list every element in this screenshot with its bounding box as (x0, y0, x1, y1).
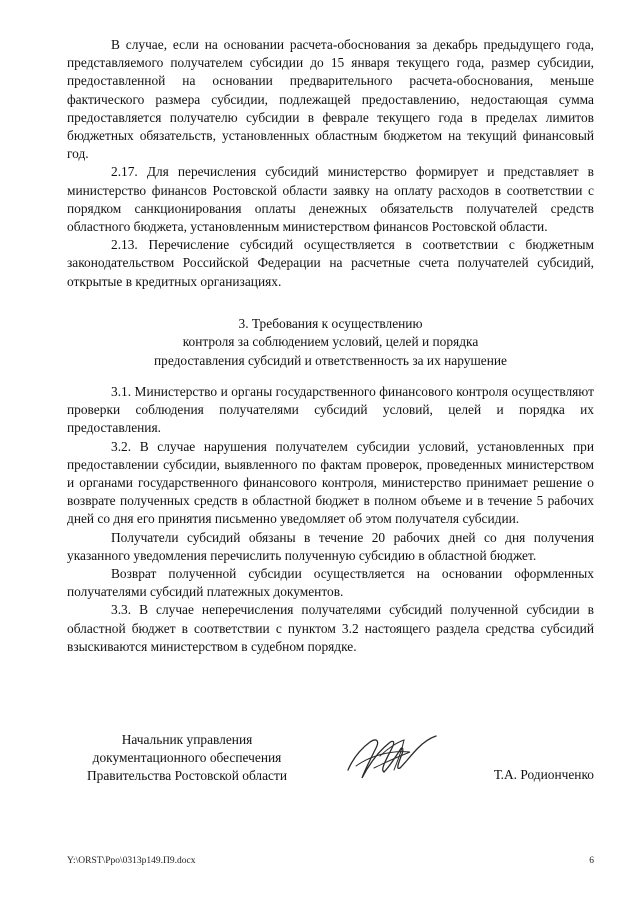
handwritten-signature (340, 726, 440, 788)
signatory-title-line1: Начальник управления (121, 732, 253, 747)
signatory-title-line2: документационного обеспечения (92, 750, 282, 766)
paragraph-subsidy-december: В случае, если на основании расчета-обоснования за декабрь предыдущего года, представляемого получателем субсидии до 15 января текущего года, размер субсидии, предоставленной на основании предварительного расчета-обоснования, меньше фактического размера субсидии, подлежащей предоставлению, недостающая сумма предоставляется получателю субсидии в феврале текущего года в пределах лимитов бюджетных обязательств, установленных областным бюджетом на текущий финансовый год. (67, 37, 594, 162)
footer-file-path: Y:\ORST\Ppo\0313p149.П9.docx (67, 856, 196, 866)
paragraph-recipients-obliged: Получатели субсидий обязаны в течение 20 рабочих дней со дня получения указанного уведомления перечислить полученную субсидию в областной бюджет. (67, 529, 594, 563)
paragraph-3-1: 3.1. Министерство и органы государственного финансового контроля осуществляют проверки соблюдения получателями субсидий условий, целей и порядка их предоставления. (67, 384, 594, 436)
paragraph-2-13: 2.13. Перечисление субсидий осуществляется в соответствии с бюджетным законодательством Российской Федерации на расчетные счета получателей субсидий, открытые в кредитных организациях. (67, 237, 594, 289)
section-3-paragraphs (67, 383, 594, 656)
section-3-heading-line3: предоставления субсидий и ответственность за их нарушение (153, 352, 507, 368)
signatory-title-line3: Правительства Ростовской области (86, 768, 288, 784)
paragraph-return-basis: Возврат полученной субсидии осуществляется на основании оформленных получателями субсидий платежных документов. (67, 566, 594, 600)
section-3-heading-line2: контроля за соблюдением условий, целей и порядка (182, 334, 479, 350)
section-3-heading (67, 315, 594, 370)
paragraph-2-17: 2.17. Для перечисления субсидий министерство формирует и представляет в министерство финансов Ростовской области заявку на оплату расходов в соответствии с порядком санкционирования оплаты денежных обязательств получателей средств областного бюджета, установленным министерством финансов Ростовской области. (67, 164, 594, 235)
footer-page-number: 6 (589, 856, 594, 866)
paragraph-3-2: 3.2. В случае нарушения получателем субсидии условий, установленных при предоставлении субсидии, выявленного по фактам проверок, проведенных министерством и органами государственного финансового контроля, министерство принимает решение о возврате полученных средств в областной бюджет в полном объеме и в течение 5 рабочих дней со дня его принятия письменно уведомляет об этом получателя субсидии. (67, 438, 594, 527)
signatory-name: Т.А. Родионченко (493, 767, 594, 782)
signatory-title (67, 731, 307, 786)
top-paragraphs (67, 36, 594, 291)
section-3-heading-line1: 3. Требования к осуществлению (238, 316, 423, 331)
paragraph-3-3: 3.3. В случае неперечисления получателями субсидий полученной субсидии в областной бюджет в соответствии с пунктом 3.2 настоящего раздела средства субсидий взыскиваются министерством в судебном порядке. (67, 602, 594, 654)
